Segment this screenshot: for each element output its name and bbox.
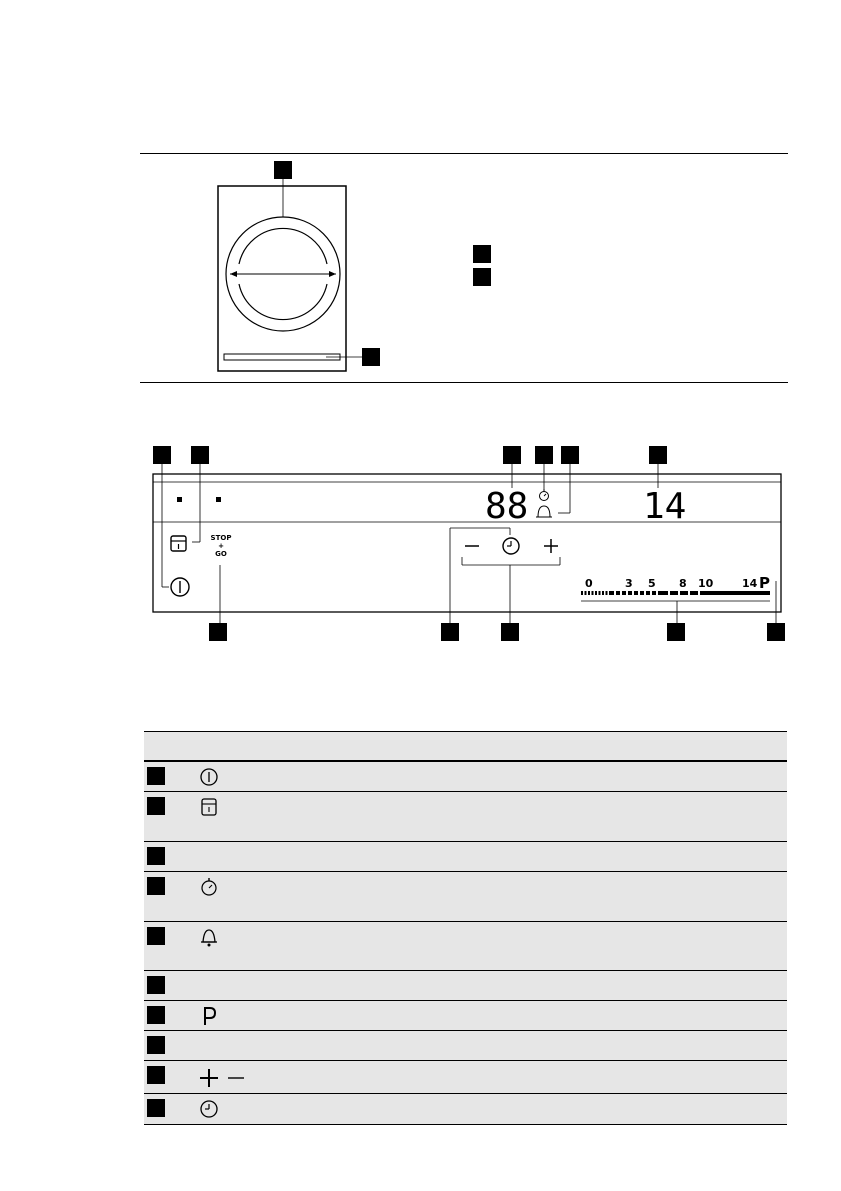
row-badge	[147, 927, 165, 945]
hob-callout-badge-2	[362, 348, 380, 366]
scale-label-14: 14	[742, 577, 758, 590]
control-panel-diagram	[140, 460, 790, 635]
hob-callout-badge-1	[274, 161, 292, 179]
lock-icon	[198, 796, 220, 818]
table-row	[144, 1093, 787, 1124]
stop-go-label: STOP + GO	[210, 534, 232, 558]
table-row	[144, 871, 787, 921]
scale-label-0: 0	[585, 577, 593, 590]
row-badge	[147, 1066, 165, 1084]
table-row	[144, 841, 787, 871]
row-badge	[147, 1006, 165, 1024]
section-mid-rule	[140, 382, 788, 383]
row-badge	[147, 1099, 165, 1117]
svg-text:14: 14	[643, 486, 687, 527]
row-badge	[147, 877, 165, 895]
power-icon	[198, 766, 220, 788]
scale-label-8: 8	[679, 577, 687, 590]
table-row	[144, 791, 787, 841]
table-header	[144, 731, 787, 761]
legend-badge-1	[473, 245, 491, 263]
scale-label-5: 5	[648, 577, 656, 590]
table-row	[144, 761, 787, 791]
hob-diagram	[210, 158, 390, 378]
plus-minus-icon	[198, 1065, 248, 1089]
legend-badge-2	[473, 268, 491, 286]
table-row	[144, 1060, 787, 1093]
scale-label-10: 10	[698, 577, 714, 590]
scale-label-3: 3	[625, 577, 633, 590]
scale-label-p: P	[759, 574, 770, 592]
row-badge	[147, 976, 165, 994]
row-badge	[147, 767, 165, 785]
row-badge	[147, 1036, 165, 1054]
section-top-rule	[140, 153, 788, 154]
svg-text:88: 88	[485, 486, 529, 527]
row-badge	[147, 797, 165, 815]
table-row	[144, 1030, 787, 1060]
bell-icon	[198, 926, 220, 948]
stopwatch-icon	[198, 876, 220, 898]
clock-icon	[198, 1098, 220, 1120]
table-bottom-rule	[144, 1124, 787, 1125]
table-row	[144, 1000, 787, 1030]
p-letter-icon	[198, 1005, 220, 1027]
table-row	[144, 921, 787, 970]
table-row	[144, 970, 787, 1000]
row-badge	[147, 847, 165, 865]
